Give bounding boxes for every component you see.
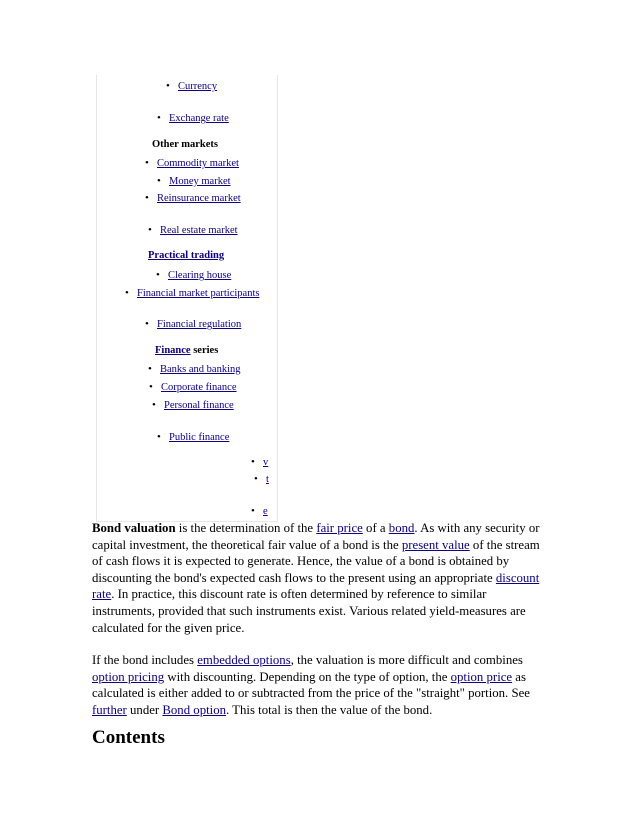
bullet: • — [145, 192, 149, 204]
link-fair-price[interactable]: fair price — [316, 521, 363, 535]
bullet: • — [145, 157, 149, 169]
text: as calculated is either added to or subtracted from the price of the "straight" portion. See — [92, 669, 530, 701]
text: . In practice, this discount rate is often determined by reference to similar instruments, provided that such instruments exist. Various related yield-measures are calculated for the given price. — [92, 587, 526, 635]
bullet: • — [254, 473, 258, 485]
link-further[interactable]: further — [92, 702, 127, 717]
heading-other-markets: Other markets — [152, 139, 218, 150]
link-exchange-rate[interactable]: Exchange rate — [169, 113, 229, 124]
link-bond[interactable]: bond — [388, 521, 415, 535]
article-body — [92, 520, 547, 735]
options-paragraph — [92, 652, 547, 718]
bullet: • — [157, 431, 161, 443]
bullet: • — [251, 505, 255, 517]
bold-term: Bond valuation — [92, 521, 176, 535]
link-real-estate-market[interactable]: Real estate market — [160, 225, 238, 236]
bullet: • — [166, 80, 170, 92]
text: If the bond includes — [92, 653, 198, 668]
text: under — [126, 702, 163, 717]
sidebar-item-exchange-rate[interactable] — [157, 112, 229, 125]
link-money-market[interactable]: Money market — [169, 176, 231, 187]
sidebar-item-clearing-house[interactable] — [156, 269, 231, 282]
link-embedded-options[interactable]: embedded options — [197, 653, 291, 668]
link-option-price[interactable]: option price — [450, 669, 513, 684]
intro-paragraph — [92, 520, 547, 636]
link-e[interactable]: e — [263, 506, 268, 517]
heading-finance-series — [155, 344, 218, 357]
bullet: • — [148, 224, 152, 236]
sidebar-item-money-market[interactable] — [157, 175, 231, 188]
heading-practical-trading[interactable] — [148, 249, 224, 262]
sidebar-item-financial-regulation[interactable] — [145, 318, 241, 331]
bullet: • — [149, 381, 153, 393]
text: of a — [362, 521, 389, 535]
link-banks-and-banking[interactable]: Banks and banking — [160, 364, 241, 375]
bullet: • — [157, 112, 161, 124]
link-public-finance[interactable]: Public finance — [169, 432, 230, 443]
sidebar-item-commodity-market[interactable] — [145, 157, 239, 170]
bullet: • — [157, 175, 161, 187]
sidebar-item-public-finance[interactable] — [157, 431, 229, 444]
sidebar-item-banks-and-banking[interactable] — [148, 363, 241, 376]
link-bond-option[interactable]: Bond option — [162, 702, 227, 717]
link-financial-regulation[interactable]: Financial regulation — [157, 319, 242, 330]
nav-talk-template[interactable] — [254, 473, 269, 486]
text: is the determination of the — [175, 521, 317, 535]
link-t[interactable]: t — [266, 474, 269, 485]
sidebar-item-real-estate-market[interactable] — [148, 224, 238, 237]
link-financial-market-participants[interactable]: Financial market participants — [137, 288, 260, 299]
link-currency[interactable]: Currency — [178, 81, 218, 92]
text: of the stream of cash flows it is expected to generate. Hence, the value of a bond is obtained by discounting the bond's expected cash flows to the present using an appropriate — [92, 537, 540, 585]
bullet: • — [125, 287, 129, 299]
link-clearing-house[interactable]: Clearing house — [168, 270, 232, 281]
bullet: • — [251, 456, 255, 468]
text: with discounting. Depending on the type of option, the — [164, 669, 451, 684]
link-commodity-market[interactable]: Commodity market — [157, 158, 239, 169]
sidebar-item-reinsurance-market[interactable] — [145, 192, 241, 205]
nav-view-template[interactable] — [251, 456, 268, 469]
text: , the valuation is more difficult and combines — [290, 653, 523, 668]
link-v[interactable]: v — [263, 457, 269, 468]
link-practical-trading[interactable]: Practical trading — [148, 250, 225, 261]
link-finance[interactable]: Finance — [155, 345, 191, 356]
link-reinsurance-market[interactable]: Reinsurance market — [157, 193, 241, 204]
bullet: • — [152, 399, 156, 411]
sidebar-item-currency[interactable] — [166, 80, 217, 93]
link-discount-rate[interactable]: discount rate — [92, 570, 540, 602]
link-option-pricing[interactable]: option pricing — [92, 669, 165, 684]
nav-edit-template[interactable] — [251, 505, 268, 518]
series-text: series — [190, 345, 219, 356]
text: . This total is then the value of the bond. — [226, 702, 433, 717]
link-personal-finance[interactable]: Personal finance — [164, 400, 234, 411]
bullet: • — [148, 363, 152, 375]
text: . As with any security or capital investment, the theoretical fair value of a bond is the — [92, 521, 540, 552]
sidebar-item-corporate-finance[interactable] — [149, 381, 237, 394]
sidebar-item-financial-market-participants[interactable] — [125, 287, 259, 300]
contents-heading: Contents — [92, 727, 165, 748]
link-present-value[interactable]: present value — [401, 537, 470, 552]
bullet: • — [156, 269, 160, 281]
bullet: • — [145, 318, 149, 330]
link-corporate-finance[interactable]: Corporate finance — [161, 382, 237, 393]
sidebar-item-personal-finance[interactable] — [152, 399, 234, 412]
